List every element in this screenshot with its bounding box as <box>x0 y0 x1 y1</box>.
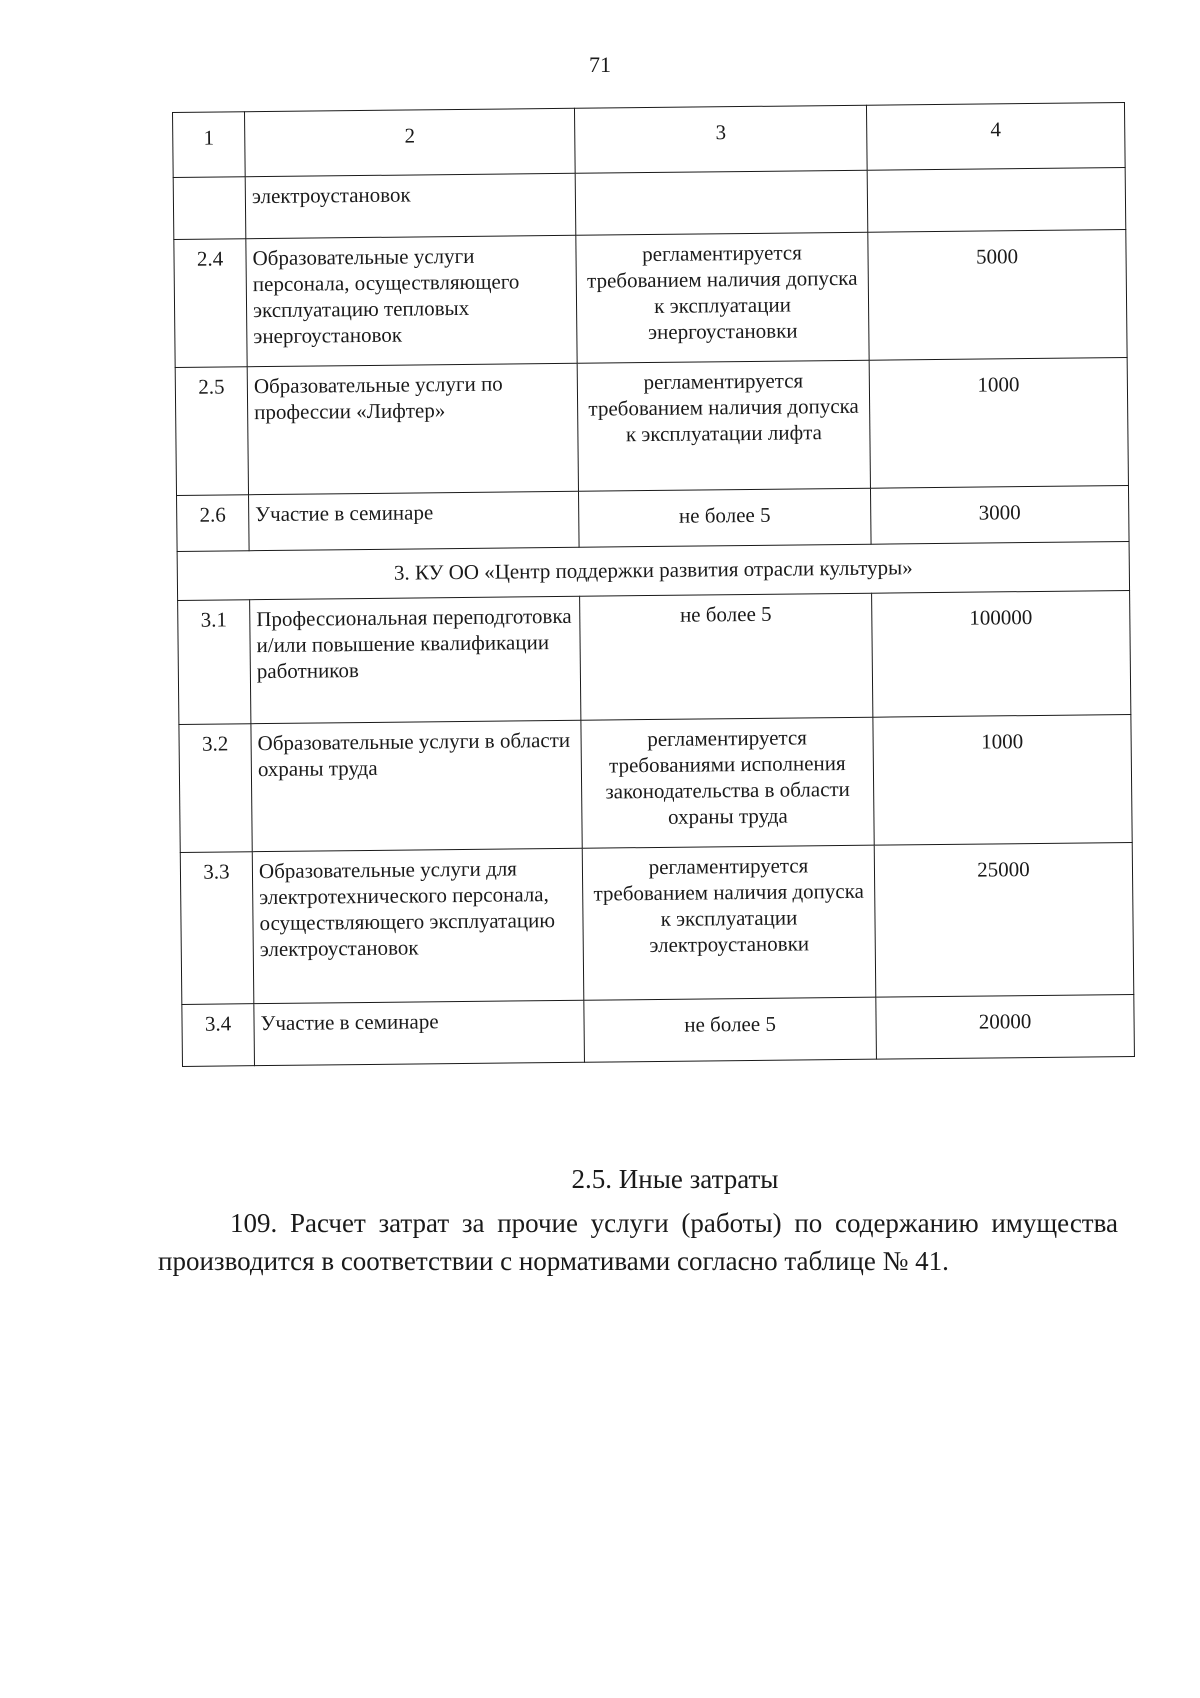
row-name: Участие в семинаре <box>254 1000 585 1065</box>
row-value: 1000 <box>869 358 1128 489</box>
row-number: 3.2 <box>179 724 252 853</box>
table-row <box>175 358 1128 496</box>
row-value: 1000 <box>873 714 1132 845</box>
header-cell: 1 <box>173 112 246 178</box>
row-norm: не более 5 <box>578 488 871 547</box>
table-row <box>178 590 1131 724</box>
table-header-row <box>173 103 1126 178</box>
page-number: 71 <box>589 52 611 77</box>
row-name: Профессиональная переподготовка и/или повышение квалификации работников <box>250 596 581 723</box>
row-norm: регламентируется требованием наличия допуска к эксплуатации электроустановки <box>582 845 876 1000</box>
table-row <box>177 486 1130 552</box>
row-norm <box>575 170 868 235</box>
header-cell: 2 <box>245 108 576 176</box>
paragraph-text: 109. Расчет затрат за прочие услуги (работы) по содержанию имущества производится в соответствии с нормативами согласно таблице № 41. <box>158 1208 1118 1276</box>
row-name: Образовательные услуги для электротехнического персонала, осуществляющего эксплуатацию электроустановок <box>252 848 584 1003</box>
cost-table <box>172 102 1135 1067</box>
row-number: 3.3 <box>180 852 254 1005</box>
row-number: 3.4 <box>182 1004 255 1067</box>
row-number: 2.5 <box>175 367 248 496</box>
row-value: 20000 <box>876 994 1135 1059</box>
row-name: Образовательные услуги персонала, осуществляющего эксплуатацию тепловых энергоустановок <box>246 235 577 366</box>
row-number: 3.1 <box>178 600 251 725</box>
row-name: электроустановок <box>245 173 576 238</box>
row-name: Участие в семинаре <box>249 491 580 550</box>
row-name: Образовательные услуги в области охраны труда <box>251 720 582 851</box>
table-row <box>182 994 1135 1066</box>
row-value <box>867 168 1126 233</box>
section-heading: 2.5. Иные затраты <box>571 1164 779 1194</box>
header-cell: 3 <box>574 105 867 173</box>
row-value: 100000 <box>872 590 1131 717</box>
row-number: 2.4 <box>174 239 247 368</box>
row-norm: не более 5 <box>580 593 873 720</box>
row-number: 2.6 <box>177 495 250 552</box>
row-norm: регламентируется требованием наличия допуска к эксплуатации энергоустановки <box>576 232 869 363</box>
body-paragraph <box>158 1204 1118 1280</box>
row-value: 25000 <box>874 842 1134 997</box>
row-number <box>173 177 246 240</box>
header-cell: 4 <box>866 103 1125 171</box>
table-row <box>179 714 1132 852</box>
row-name: Образовательные услуги по профессии «Лифтер» <box>247 363 578 494</box>
row-norm: регламентируется требованием наличия допуска к эксплуатации лифта <box>577 360 870 491</box>
row-norm: регламентируется требованиями исполнения законодательства в области охраны труда <box>581 717 874 848</box>
table-row <box>174 230 1127 368</box>
row-norm: не более 5 <box>584 997 877 1062</box>
table-row <box>173 168 1126 240</box>
table-row <box>180 842 1134 1004</box>
section-title: 3. КУ ОО «Центр поддержки развития отрасли культуры» <box>177 542 1129 601</box>
row-value: 5000 <box>868 230 1127 361</box>
row-value: 3000 <box>870 486 1129 545</box>
